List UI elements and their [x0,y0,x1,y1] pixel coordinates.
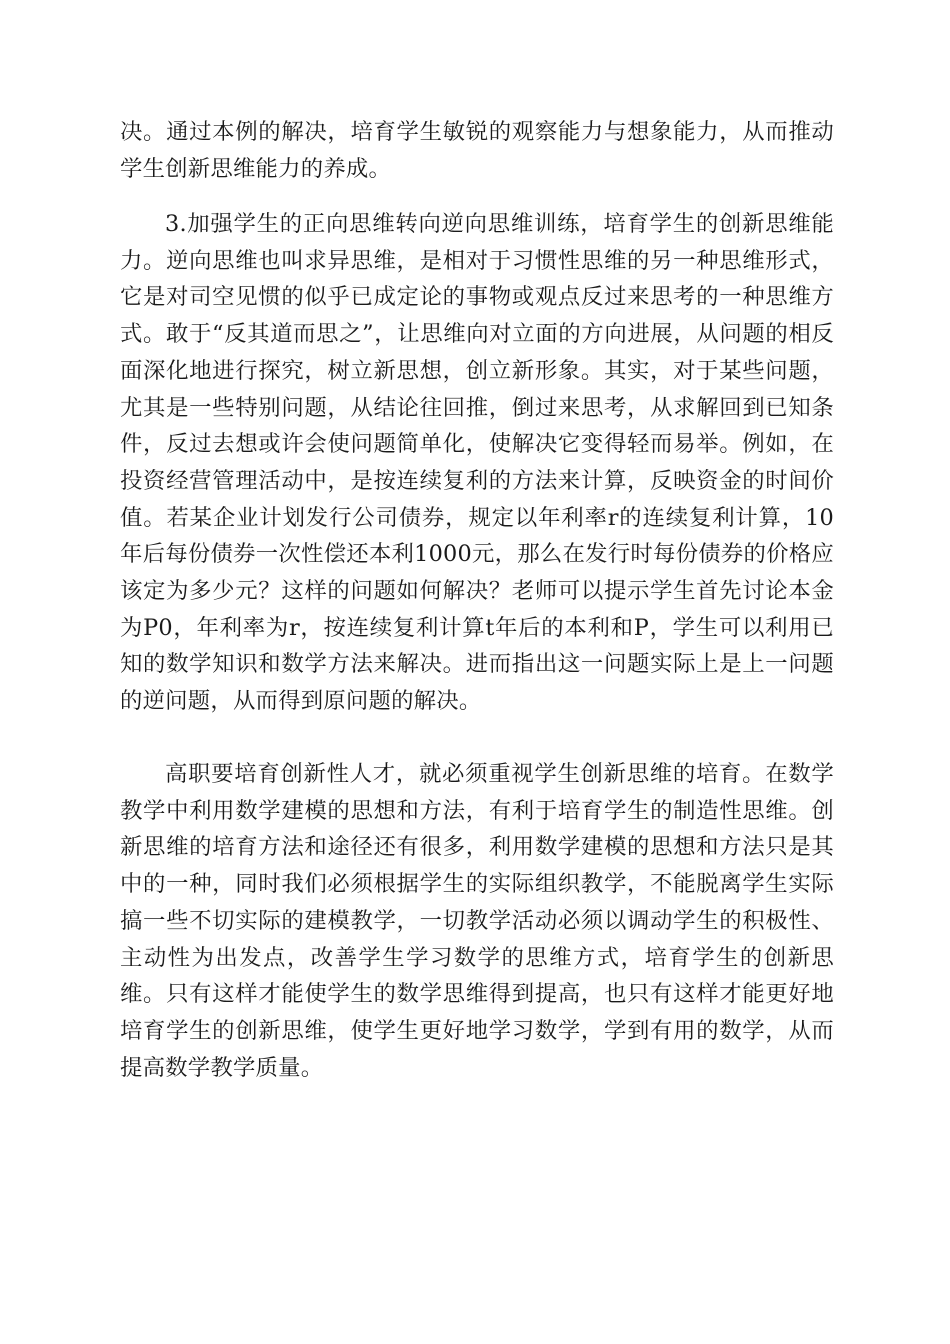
paragraph-reverse-thinking: 3.加强学生的正向思维转向逆向思维训练，培育学生的创新思维能力。逆向思维也叫求异思维，是相对于习惯性思维的另一种思维形式，它是对司空见惯的似乎已成定论的事物或观点反过来思考的一种思维方式。敢于“反其道而思之”，让思维向对立面的方向进展，从问题的相反面深化地进行探究，树立新思想，创立新形象。其实，对于某些问题，尤其是一些特别问题，从结论往回推，倒过来思考，从求解回到已知条件，反过去想或许会使问题简单化，使解决它变得轻而易举。例如，在投资经营管理活动中，是按连续复利的方法来计算，反映资金的时间价值。若某企业计划发行公司债券，规定以年利率r的连续复利计算，10年后每份债券一次性偿还本利1000元，那么在发行时每份债券的价格应该定为多少元？这样的问题如何解决？老师可以提示学生首先讨论本金为P0，年利率为r，按连续复利计算t年后的本利和P，学生可以利用已知的数学知识和数学方法来解决。进而指出这一问题实际上是上一问题的逆问题，从而得到原问题的解决。 [120,211,834,715]
paragraph-conclusion: 高职要培育创新性人才，就必须重视学生创新思维的培育。在数学教学中利用数学建模的思想和方法，有利于培育学生的制造性思维。创新思维的培育方法和途径还有很多，利用数学建模的思想和方法只是其中的一种，同时我们必须根据学生的实际组织教学，不能脱离学生实际搞一些不切实际的建模教学，一切教学活动必须以调动学生的积极性、主动性为出发点，改善学生学习数学的思维方式，培育学生的创新思维。只有这样才能使学生的数学思维得到提高，也只有这样才能更好地培育学生的创新思维，使学生更好地学习数学，学到有用的数学，从而提高数学教学质量。 [120,761,834,1081]
paragraph-continuation: 决。通过本例的解决，培育学生敏锐的观察能力与想象能力，从而推动学生创新思维能力的养成。 [120,119,834,182]
